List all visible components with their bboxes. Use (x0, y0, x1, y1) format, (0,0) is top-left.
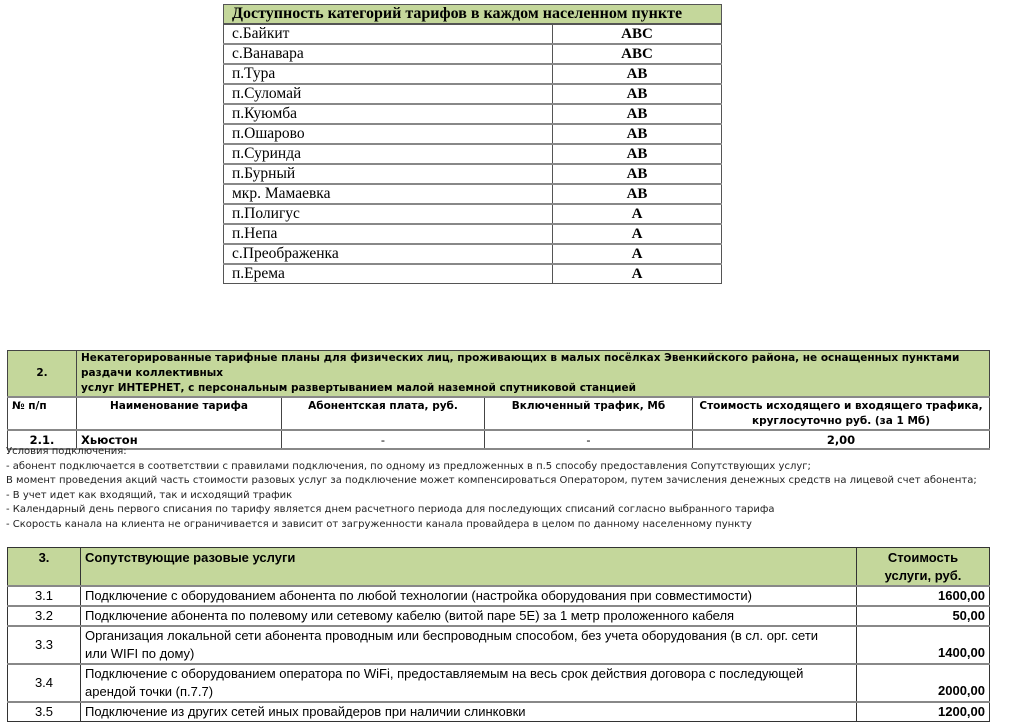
service-description (81, 586, 857, 606)
cell-num: 2.1. (8, 430, 77, 449)
table-row (224, 24, 722, 44)
section-number: 3. (8, 548, 81, 587)
service-description-line: Подключение с оборудованием абонента по любой технологии (настройка оборудования при совместимости) (85, 588, 752, 603)
tariff-categories: AB (553, 104, 722, 124)
service-number: 3.1 (8, 586, 81, 606)
section-title-line: услуг ИНТЕРНЕТ, с персональным развертыванием малой наземной спутниковой станцией (81, 382, 636, 394)
section-title (77, 351, 990, 398)
uncategorized-tariffs-table (7, 350, 990, 450)
place-name: с.Байкит (224, 24, 553, 44)
note-line: - Скорость канала на клиента не ограничивается и зависит от загруженности канала провайдера в целом по данному населенному пункту (6, 518, 752, 530)
service-description (81, 702, 857, 722)
col-header-price (857, 548, 990, 587)
service-price: 1600,00 (857, 586, 990, 606)
tariff-categories: ABC (553, 24, 722, 44)
place-name: п.Полигус (224, 204, 553, 224)
service-description-line: или WIFI по дому) (85, 646, 195, 661)
place-name: п.Ерема (224, 264, 553, 284)
cell-fee: - (282, 430, 485, 449)
service-number: 3.4 (8, 664, 81, 702)
table-row (224, 64, 722, 84)
one-time-services-table (7, 547, 990, 722)
tariff-categories: AB (553, 164, 722, 184)
availability-title: Доступность категорий тарифов в каждом населенном пункте (224, 5, 722, 25)
section-title-line: Некатегорированные тарифные планы для физических лиц, проживающих в малых посёлках Эвенкийского района, не оснащенных пунктами раздачи коллективных (81, 352, 960, 379)
section-number: 2. (8, 351, 77, 398)
col-header-price-line: Стоимость (887, 550, 959, 565)
col-header-cost-line: Стоимость исходящего и входящего трафика, (699, 400, 983, 412)
place-name: п.Суринда (224, 144, 553, 164)
tariff-categories: AB (553, 64, 722, 84)
table-row (8, 626, 990, 664)
col-header-cost (693, 397, 990, 430)
tariff-categories: AB (553, 184, 722, 204)
table-row (224, 244, 722, 264)
table-row (224, 184, 722, 204)
table-row (224, 164, 722, 184)
table-row (224, 84, 722, 104)
availability-table (223, 4, 722, 284)
section-title: Сопутствующие разовые услуги (81, 548, 857, 587)
place-name: п.Бурный (224, 164, 553, 184)
note-line: - В учет идет как входящий, так и исходящий трафик (6, 489, 293, 501)
service-description (81, 626, 857, 664)
col-header-price-line: услуги, руб. (884, 568, 962, 583)
place-name: п.Непа (224, 224, 553, 244)
cell-cost: 2,00 (693, 430, 990, 449)
service-price: 2000,00 (857, 664, 990, 702)
note-line: В момент проведения акций часть стоимости разовых услуг за подключение может компенсироваться Оператором, путем зачисления денежных средств на лицевой счет абонента; (6, 475, 977, 487)
table-row (224, 224, 722, 244)
note-line: - абонент подключается в соответствии с правилами подключения, по одному из предложенных в п.5 способу предоставления Сопутствующих услуг; (6, 460, 811, 472)
table-row (8, 606, 990, 626)
service-price: 1400,00 (857, 626, 990, 664)
service-number: 3.2 (8, 606, 81, 626)
col-header-traffic: Включенный трафик, Мб (485, 397, 693, 430)
col-header-name: Наименование тарифа (77, 397, 282, 430)
cell-name: Хьюстон (77, 430, 282, 449)
tariff-categories: A (553, 224, 722, 244)
place-name: с.Преображенка (224, 244, 553, 264)
note-line: - Календарный день первого списания по тарифу является днем расчетного периода для последующих списаний согласно выбранного тарифа (6, 504, 775, 516)
tariff-categories: AB (553, 144, 722, 164)
service-description-line: Подключение из других сетей иных провайдеров при наличии слинковки (85, 704, 526, 719)
service-price: 1200,00 (857, 702, 990, 722)
service-description (81, 606, 857, 626)
tariff-categories: A (553, 264, 722, 284)
tariff-categories: A (553, 204, 722, 224)
connection-conditions (6, 445, 977, 533)
table-row (224, 44, 722, 64)
table-row (8, 664, 990, 702)
col-header-fee: Абонентская плата, руб. (282, 397, 485, 430)
service-description-line: Подключение абонента по полевому или сетевому кабелю (витой паре 5E) за 1 метр проложенного кабеля (85, 608, 735, 623)
place-name: с.Ванавара (224, 44, 553, 64)
tariff-categories: AB (553, 124, 722, 144)
place-name: мкр. Мамаевка (224, 184, 553, 204)
cell-traffic: - (485, 430, 693, 449)
table-row (8, 702, 990, 722)
service-description-line: арендой точки (п.7.7) (85, 684, 214, 699)
table-row (224, 104, 722, 124)
service-number: 3.3 (8, 626, 81, 664)
service-number: 3.5 (8, 702, 81, 722)
tariff-categories: AB (553, 84, 722, 104)
col-header-cost-line: круглосуточно руб. (за 1 Мб) (751, 415, 931, 427)
table-row (224, 144, 722, 164)
tariff-categories: A (553, 244, 722, 264)
service-price: 50,00 (857, 606, 990, 626)
service-description-line: Организация локальной сети абонента проводным или беспроводным способом, без учета оборудования (в сл. орг. сети (85, 628, 819, 643)
col-header-num: № п/п (8, 397, 77, 430)
note-line: Условия подключения: (6, 446, 127, 457)
table-row (8, 586, 990, 606)
service-description-line: Подключение с оборудованием оператора по WiFi, предоставляемым на весь срок действия договора с последующей (85, 666, 804, 681)
service-description (81, 664, 857, 702)
place-name: п.Ошарово (224, 124, 553, 144)
place-name: п.Тура (224, 64, 553, 84)
place-name: п.Куюмба (224, 104, 553, 124)
table-row (224, 124, 722, 144)
place-name: п.Суломай (224, 84, 553, 104)
table-row (224, 204, 722, 224)
tariff-categories: ABC (553, 44, 722, 64)
table-row (224, 264, 722, 284)
